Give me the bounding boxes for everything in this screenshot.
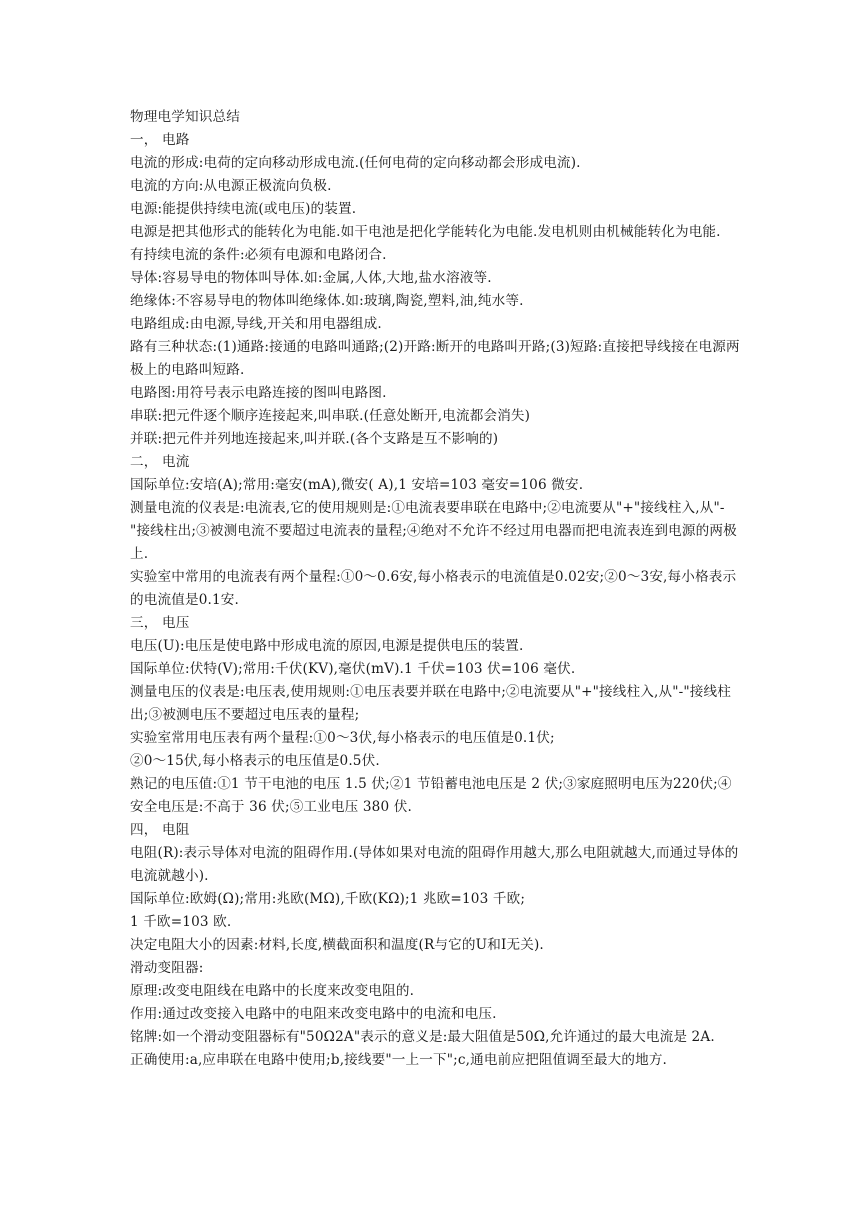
text-line: 并联:把元件并列地连接起来,叫并联.(各个支路是互不影响的) (130, 431, 499, 447)
section-heading: 三， 电压 (130, 615, 190, 631)
text-line: 原理:改变电阻线在电路中的长度来改变电阻的. (130, 983, 415, 999)
document-lines (130, 129, 740, 1072)
text-line: 串联:把元件逐个顺序连接起来,叫串联.(任意处断开,电流都会消失) (130, 408, 531, 424)
text-line: 电压(U):电压是使电路中形成电流的原因,电源是提供电压的装置. (130, 638, 524, 654)
text-line: 导体:容易导电的物体叫导体.如:金属,人体,大地,盐水溶液等. (130, 270, 492, 286)
text-line: 电流的形成:电荷的定向移动形成电流.(任何电荷的定向移动都会形成电流). (130, 155, 581, 171)
text-line: 国际单位:安培(A);常用:毫安(mA),微安( A),1 安培=103 毫安=106 微安. (130, 477, 584, 493)
document-body (130, 106, 740, 1072)
document-title: 物理电学知识总结 (130, 109, 240, 125)
text-line: 正确使用:a,应串联在电路中使用;b,接线要"一上一下";c,通电前应把阻值调至最大的地方. (130, 1052, 668, 1068)
text-line: 绝缘体:不容易导电的物体叫绝缘体.如:玻璃,陶瓷,塑料,油,纯水等. (130, 293, 524, 309)
text-line: 测量电流的仪表是:电流表,它的使用规则是:①电流表要串联在电路中;②电流要从"+"接线柱入,从"-"接线柱出;③被测电流不要超过电流表的量程;④绝对不允许不经过用电器而把电流表连到电源的两极上. (130, 500, 737, 562)
text-line: 决定电阻大小的因素:材料,长度,横截面积和温度(R与它的U和I无关). (130, 937, 544, 953)
text-line: 国际单位:伏特(V);常用:千伏(KV),毫伏(mV).1 千伏=103 伏=106 毫伏. (130, 661, 576, 677)
text-line: 熟记的电压值:①1 节干电池的电压 1.5 伏;②1 节铅蓄电池电压是 2 伏;③家庭照明电压为220伏;④安全电压是:不高于 36 伏;⑤工业电压 380 伏. (130, 776, 732, 815)
text-line: 实验室中常用的电流表有两个量程:①0～0.6安,每小格表示的电流值是0.02安;②0～3安,每小格表示的电流值是0.1安. (130, 569, 737, 608)
text-line: 国际单位:欧姆(Ω);常用:兆欧(MΩ),千欧(KΩ);1 兆欧=103 千欧; (130, 891, 526, 907)
text-line: 有持续电流的条件:必须有电源和电路闭合. (130, 247, 387, 263)
text-line: 电流的方向:从电源正极流向负极. (130, 178, 332, 194)
text-line: 铭牌:如一个滑动变阻器标有"50Ω2A"表示的意义是:最大阻值是50Ω,允许通过的最大电流是 2A. (130, 1029, 715, 1045)
text-line: 电阻(R):表示导体对电流的阻碍作用.(导体如果对电流的阻碍作用越大,那么电阻就越大,而通过导体的电流就越小). (130, 845, 739, 884)
text-line: 测量电压的仪表是:电压表,使用规则:①电压表要并联在电路中;②电流要从"+"接线柱入,从"-"接线柱出;③被测电压不要超过电压表的量程; (130, 684, 732, 723)
section-heading: 一， 电路 (130, 132, 190, 148)
section-heading: 二， 电流 (130, 454, 190, 470)
text-line: 电源:能提供持续电流(或电压)的装置. (130, 201, 357, 217)
text-line: 电源是把其他形式的能转化为电能.如干电池是把化学能转化为电能.发电机则由机械能转化为电能. (130, 224, 721, 240)
section-heading: 四， 电阻 (130, 822, 190, 838)
text-line: 路有三种状态:(1)通路:接通的电路叫通路;(2)开路:断开的电路叫开路;(3)短路:直接把导线接在电源两极上的电路叫短路. (130, 339, 740, 378)
text-line: 电路组成:由电源,导线,开关和用电器组成. (130, 316, 382, 332)
text-line: ②0～15伏,每小格表示的电压值是0.5伏. (130, 753, 380, 769)
text-line: 作用:通过改变接入电路中的电阻来改变电路中的电流和电压. (130, 1006, 497, 1022)
text-line: 滑动变阻器: (130, 960, 204, 976)
text-line: 1 千欧=103 欧. (130, 914, 232, 930)
text-line: 电路图:用符号表示电路连接的图叫电路图. (130, 385, 387, 401)
text-line: 实验室常用电压表有两个量程:①0～3伏,每小格表示的电压值是0.1伏; (130, 730, 555, 746)
